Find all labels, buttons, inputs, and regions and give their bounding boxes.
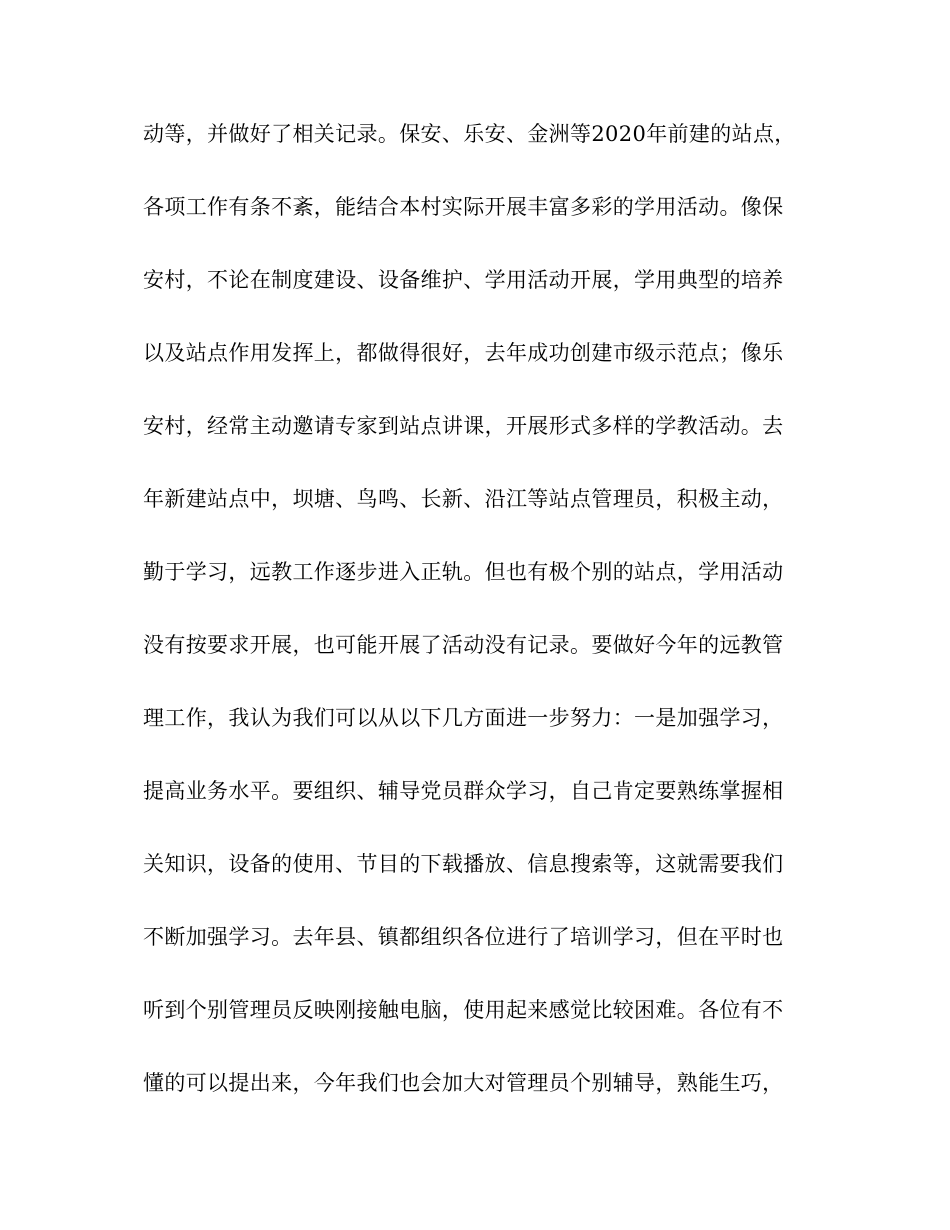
text-line: 理工作，我认为我们可以从以下几方面进一步努力：一是加强学习，	[143, 706, 784, 730]
text-line: 提高业务水平。要组织、辅导党员群众学习，自己肯定要熟练掌握相	[143, 779, 784, 803]
text-line: 动等，并做好了相关记录。保安、乐安、金洲等2020年前建的站点，	[143, 122, 796, 146]
text-line: 安村，经常主动邀请专家到站点讲课，开展形式多样的学教活动。去	[143, 414, 784, 438]
text-line: 不断加强学习。去年县、镇都组织各位进行了培训学习，但在平时也	[143, 925, 784, 949]
text-line: 关知识，设备的使用、节目的下载播放、信息搜索等，这就需要我们	[143, 852, 784, 876]
body-text	[143, 122, 803, 1095]
text-line: 各项工作有条不紊，能结合本村实际开展丰富多彩的学用活动。像保	[143, 195, 784, 219]
text-line: 没有按要求开展，也可能开展了活动没有记录。要做好今年的远教管	[143, 633, 784, 657]
text-line: 懂的可以提出来，今年我们也会加大对管理员个别辅导，熟能生巧，	[143, 1071, 784, 1095]
text-line: 听到个别管理员反映刚接触电脑，使用起来感觉比较困难。各位有不	[143, 998, 784, 1022]
text-line: 勤于学习，远教工作逐步进入正轨。但也有极个别的站点，学用活动	[143, 560, 784, 584]
text-line: 安村，不论在制度建设、设备维护、学用活动开展，学用典型的培养	[143, 268, 784, 292]
text-line: 以及站点作用发挥上，都做得很好，去年成功创建市级示范点；像乐	[143, 341, 784, 365]
text-line: 年新建站点中，坝塘、鸟鸣、长新、沿江等站点管理员，积极主动，	[143, 487, 784, 511]
